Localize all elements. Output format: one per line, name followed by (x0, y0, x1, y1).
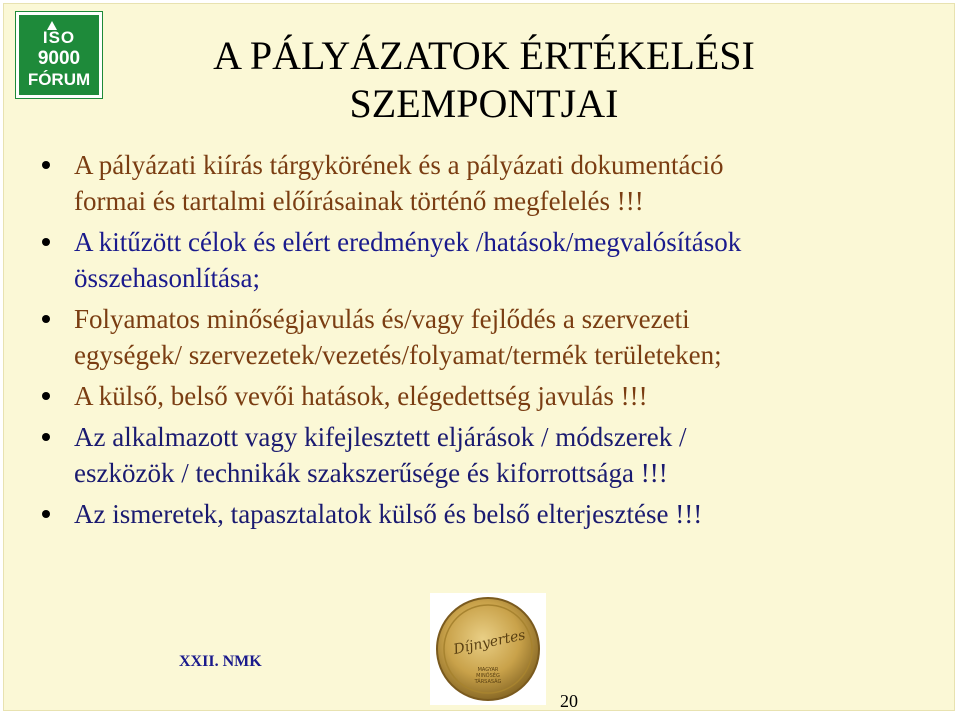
bullet-item (42, 496, 922, 532)
slide (3, 3, 955, 711)
bullet-dot-icon (42, 161, 50, 169)
bullet-line: eszközök / technikák szakszerűsége és kiforrottsága !!! (74, 458, 668, 488)
award-medal-image (430, 593, 546, 705)
medal-inscription: Díjnyertes (452, 627, 527, 659)
svg-text:MAGYAR: MAGYAR (477, 667, 499, 673)
bullet-line: Az ismeretek, tapasztalatok külső és belső elterjesztése !!! (74, 499, 703, 529)
slide-title (154, 32, 814, 128)
bullet-line: A pályázati kiírás tárgykörének és a pályázati dokumentáció (74, 150, 724, 180)
bullet-item (42, 224, 922, 296)
bullet-item (42, 147, 922, 219)
bullet-dot-icon (42, 315, 50, 323)
bullet-dot-icon (42, 238, 50, 246)
bullet-item (42, 301, 922, 373)
bullet-line: Az alkalmazott vagy kifejlesztett eljárások / módszerek / (74, 422, 687, 452)
bullet-line: A kitűzött célok és elért eredmények /hatások/megvalósítások (74, 227, 742, 257)
svg-text:MINŐSÉG: MINŐSÉG (476, 673, 500, 679)
bullet-item (42, 378, 922, 414)
iso-9000-forum-logo (16, 12, 102, 98)
bullet-item (42, 419, 922, 491)
bullet-line: formai és tartalmi előírásainak történő megfelelés !!! (74, 186, 644, 216)
event-label: XXII. NMK (179, 653, 262, 670)
bullet-line: összehasonlítása; (74, 263, 260, 293)
bullet-line: egységek/ szervezetek/vezetés/folyamat/termék területeken; (74, 340, 722, 370)
bullet-list (42, 147, 922, 537)
logo-line-1: ISO (42, 28, 76, 47)
bullet-dot-icon (42, 510, 50, 518)
bullet-line: Folyamatos minőségjavulás és/vagy fejlődés a szervezeti (74, 304, 690, 334)
logo-line-3: FÓRUM (27, 70, 91, 89)
logo-line-2: 9000 (37, 48, 81, 69)
bullet-dot-icon (42, 392, 50, 400)
title-line-1: A PÁLYÁZATOK ÉRTÉKELÉSI (213, 33, 755, 78)
bullet-dot-icon (42, 433, 50, 441)
page-number: 20 (560, 691, 578, 711)
svg-text:TÁRSASÁG: TÁRSASÁG (474, 679, 502, 685)
medal-icon (430, 593, 546, 705)
bullet-line: A külső, belső vevői hatások, elégedettség javulás !!! (74, 381, 648, 411)
title-line-2: SZEMPONTJAI (349, 81, 619, 126)
